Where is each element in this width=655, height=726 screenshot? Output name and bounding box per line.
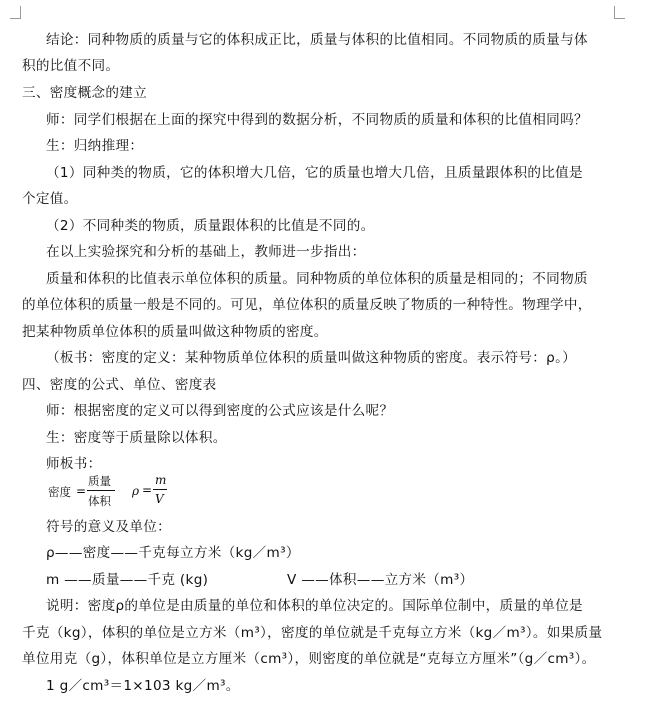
formula-word-denominator: 体积 (88, 494, 111, 508)
section-heading-3: 三、密度概念的建立 (22, 85, 148, 101)
symbol-v-line: V ——体积——立方米（m³） (287, 572, 474, 588)
formula-symbol-lhs: ρ (132, 484, 140, 498)
formula-symbol-numerator: m (155, 473, 167, 487)
formula-word-eq: = (76, 484, 87, 498)
explanation-line-2: 千克（kg），体积的单位是立方米（m³），密度的单位就是千克每立方米（kg／m³）。如果质量 (22, 625, 603, 641)
teacher-formula-question: 师：根据密度的定义可以得到密度的公式应该是什么呢？ (46, 403, 394, 419)
teacher-question: 师：同学们根据在上面的探究中得到的数据分析，不同物质的质量和体积的比值相同吗？ (46, 112, 588, 128)
symbol-rho-line: ρ——密度——千克每立方米（kg／m³） (46, 545, 300, 561)
formula-symbol-eq: = (142, 483, 153, 497)
explanation-line-1: 说明：密度ρ的单位是由质量的单位和体积的单位决定的。国际单位制中，质量的单位是 (46, 598, 583, 614)
board-definition: （板书：密度的定义：某种物质单位体积的质量叫做这种物质的密度。表示符号：ρ。） (46, 350, 577, 366)
point-1-line-2: 个定值。 (22, 191, 78, 207)
formula-symbol-denominator: V (155, 492, 164, 506)
section-heading-4: 四、密度的公式、单位、密度表 (22, 377, 217, 393)
formula-word-numerator: 质量 (88, 474, 111, 488)
formula-symbol-fraction-bar (153, 489, 167, 490)
density-formula (46, 472, 186, 512)
teacher-intro: 在以上实验探究和分析的基础上，教师进一步指出： (46, 244, 366, 260)
student-reasoning: 生：归纳推理： (46, 138, 144, 154)
student-answer: 生：密度等于质量除以体积。 (46, 430, 227, 446)
formula-word-fraction-bar (87, 490, 115, 491)
unit-conversion-line: 1 g／cm³＝1×103 kg／m³。 (46, 678, 240, 694)
symbol-meaning-heading: 符号的意义及单位： (46, 519, 172, 535)
explanation-line-3: 单位用克（g），体积单位是立方厘米（cm³），则密度的单位就是“克每立方厘米”（g／cm³）。 (22, 651, 596, 667)
formula-word-lhs: 密度 (48, 485, 71, 499)
page-corner-mark-top-left (10, 6, 21, 19)
point-2: （2）不同种类的物质，质量跟体积的比值是不同的。 (46, 218, 375, 234)
point-1-line-1: （1）同种类的物质，它的体积增大几倍，它的质量也增大几倍，且质量跟体积的比值是 (46, 165, 583, 181)
conclusion-line-2: 积的比值不同。 (22, 58, 120, 74)
density-para-line-3: 把某种物质单位体积的质量叫做这种物质的密度。 (22, 324, 328, 340)
density-para-line-1: 质量和体积的比值表示单位体积的质量。同种物质的单位体积的质量是相同的；不同物质 (46, 271, 588, 287)
conclusion-line-1: 结论：同种物质的质量与它的体积成正比，质量与体积的比值相同。不同物质的质量与体 (46, 32, 588, 48)
page-corner-mark-top-right (614, 6, 625, 19)
teacher-board-label: 师板书： (46, 456, 102, 472)
symbol-m-line: m ——质量——千克 (kg) (46, 572, 209, 588)
density-para-line-2: 的单位体积的质量一般是不同的。可见，单位体积的质量反映了物质的一种特性。物理学中， (22, 297, 592, 313)
